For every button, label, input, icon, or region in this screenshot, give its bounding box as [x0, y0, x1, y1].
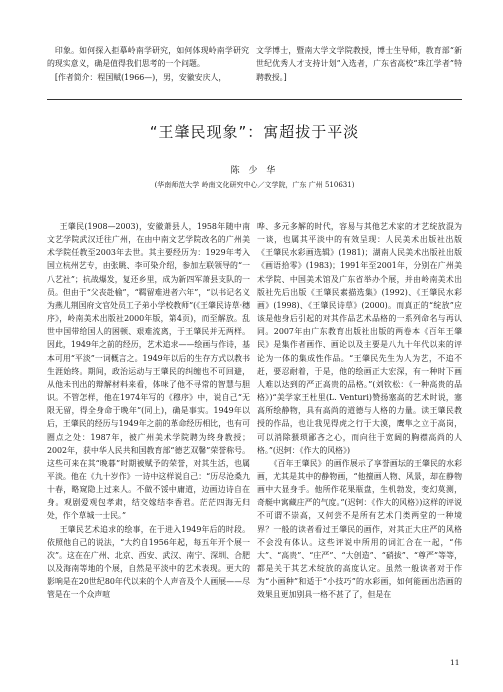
body-column-right: [257, 220, 462, 602]
author-affiliation: (华南师范大学 岭南文化研究中心／文学院，广东 广州 510631): [154, 181, 355, 189]
previous-article-author-bio: 文学博士，暨南大学文学院教授，博士生导师，教育部“新世纪优秀人才支持计划”入选者，广东省高校“珠江学者”特聘教授。]: [256, 46, 462, 82]
body-paragraph: 《百年王肇民》的画作展示了享誉画坛的王肇民的水彩画，尤其是其中的静物画，“他擅画人物、风景，却在静物画中大显身手。他所作花果瓶盘，生机勃发，变幻莫测，奇艇中寓藏庄严的气度。”(迟轲：《作大的风格》)这样的评说不可谓不崇高，又何尝不是所有艺术门类两堂的一种境界？一般的读者看过王肇民的画作，对其正大庄严的风格不会没有体认。这些评说中所用的词汇合在一起，“伟大”、“高贵”、“庄严”、“大创造”、“硝拔”、“尊严”等等，都是关于其艺术绽放的高度认定。虽然一般读者对于作为“小画种”和适于“小技巧”的水彩画，如何能画出浩画的效果且更加别具一格不甚了了，但是在: [257, 458, 462, 600]
previous-article-author-note-continued: [256, 44, 462, 84]
article-author: 陈 少 华: [230, 166, 279, 176]
body-paragraph: 王肇民艺术追求的绘事，在于进入1949年后的时段。依照他自己的说法，“大约自1956年起，每五年开个展一次”。这在在广州、北京、西安、武汉、南宁、深圳、合肥以及海南等地的个展，自然是平淡中的艺术表现。更大的影响是在20世纪80年代以来的个人声音及个人画展——尽管是在一个众声喧: [47, 524, 250, 600]
article-title: “王肇民现象”：寓超拔于平淡: [149, 123, 360, 141]
body-paragraph: 王肇民(1908—2003)，安徽萧县人，1958年随中南文艺学院武汉迁往广州，在由中南文艺学院改名的广州美术学院任教至2003年去世。其主要经历为：1929年考入国立杭州艺专，由张眺、李可染介绍，参加左联领导的“一八艺社”；抗战爆发，复还乡里，成为新四军萧县支队的一员。但由于“父丧赴榆”，“羁留难进者六年”，“以书记名义为燕儿荆国府文官处员工子弟小学校教师”(《王肇民诗草·穗序》，岭南美术出版社2000年版，第4页)，而至解放。乱世中国带给国人的困顿、艰难流离，于王肇民并无两样。因此，1949年之前的经历，艺术追求——绘画与作诗，基本可用“平淡”一词概言之。1949年以后的生存方式以教书生涯始终。期间，政治运动与王肇民的纠缠也不可回避，从他未刊出的辩解材料来看，体味了他不寻常的智慧与胆识。不管怎样，他在1974年写的《穆序》中，说自己“无限无留，得全身命于晚年”(同上)，确是事实。1949年以后，王肇民的经历与1949年之前的革命经历相比，也有可圈点之处：1987年，被广州美术学院聘为终身教授；2002年，获中华人民共和国教育部“德艺双馨”荣誉称号。这些可来在其“晚暮”时期被赋予的荣誉，对其生活，也属平淡。他在《九十岁作》一诗中这样说自己：“历尽沧桑九十春，略窥隐上过来人。不做不馁中庸道，边画边诗自在身。观剧爱观包孝肃，结交嫁结李香君。茫茫四海无归处，作个草城一士民。”: [47, 222, 250, 521]
body-column-left: [47, 220, 250, 602]
body-paragraph: 哗、多元多解的时代，容易与其他艺术家的才艺绽放混为一谈，也属其平淡中的有效呈现：人民美术出版社出版《王肇民水彩画选辑》(1981)；湖南人民美术出版社出版《画语拾零》(1983)；1991年至2001年，分别在广州美术学院、中国美术馆及广东省举办个展，并由岭南美术出版社先后出版《王肇民素描选集》(1992)、《王肇民水彩画》(1998)、《王肇民诗草》(2000)。而真正的“绽放”应该是他身后引起的对其作品艺术品格的一系列命名与再认同。2007年由广东教育出版社出版的两卷本《百年王肇民》是集作者画作、画论以及主要是八九十年代以来的评论为一体的集成性作品。“王肇民先生为人为艺，不追不赶，要忍耐着，于是，他的绘画正大宏深，有一种时下画人难以达到的严正高贵的品格。”(刘钦松：《一种高贵的品格》)“美学家王杜里(L. Venturi)赞扬塞高的艺术时说，塞高所绘静物，具有高尚的道德与人格的力量。读王肇民教授的作品，也让我见得虎之行于大漠，鹰隼之立于高岗，可以消除猥琐鄙吝之心，而向往于宽阔的胸襟高尚的人格。”(迟轲：《作大的风格》): [257, 222, 462, 455]
previous-article-text: 印象。如何探入拒摹岭南学研究，如何体现岭南学研究的现实意义，确是值得我们思考的一个问题。: [47, 46, 249, 69]
previous-article-author-note: [作者简介：程国赋(1966—)，男，安徽安庆人，: [54, 72, 227, 82]
previous-article-ending: [47, 44, 249, 84]
section-divider: [47, 99, 462, 100]
page-number: 11: [450, 658, 460, 667]
